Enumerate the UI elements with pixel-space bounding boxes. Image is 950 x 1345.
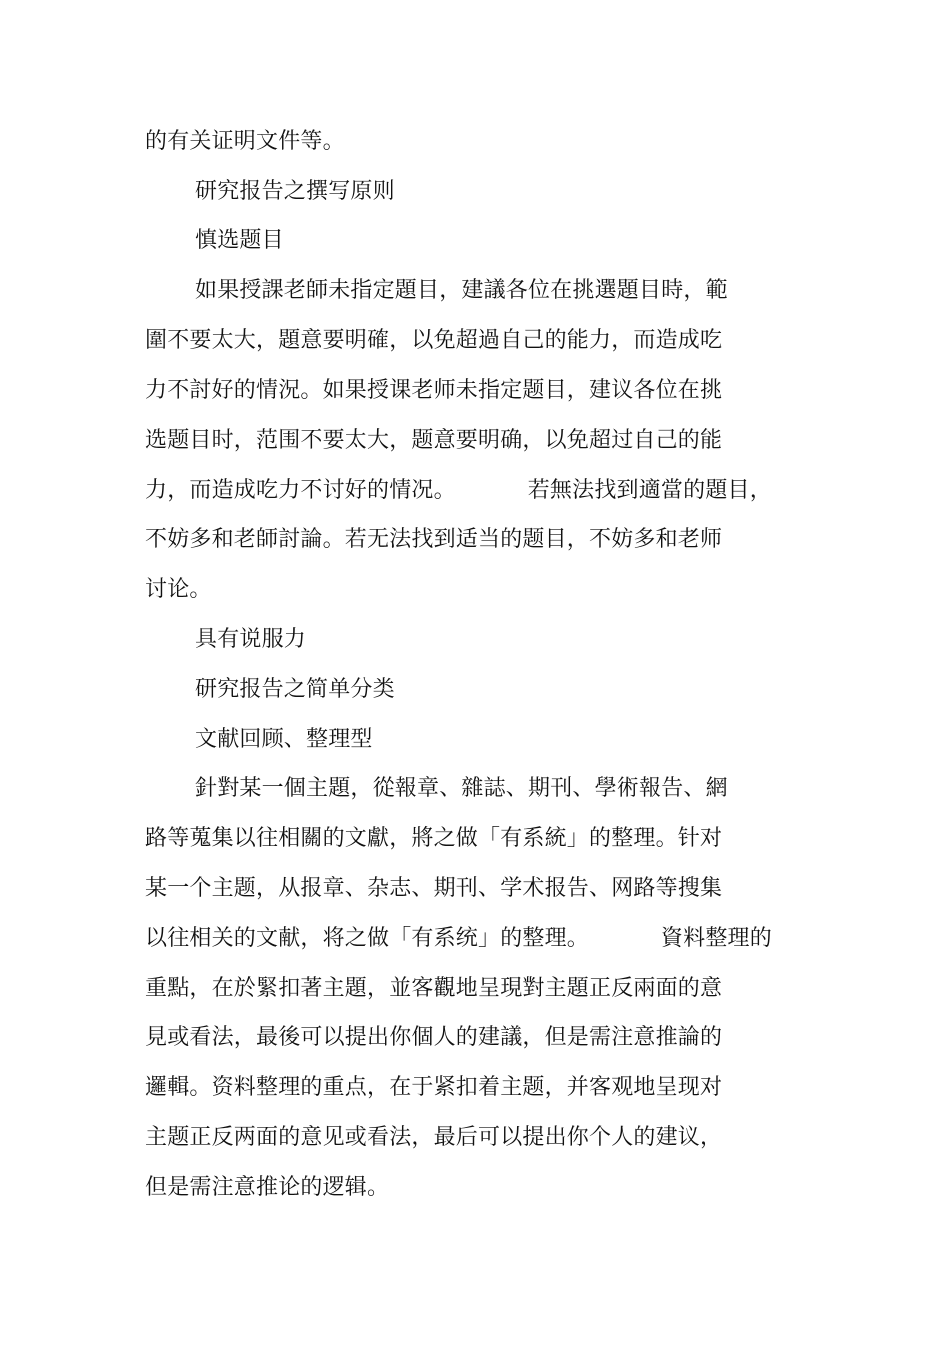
text-line: 力，而造成吃力不讨好的情况。 若無法找到適當的題目，	[145, 478, 772, 503]
text-line: 圍不要太大，題意要明確，以免超過自己的能力，而造成吃	[145, 328, 723, 353]
text-line: 某一个主题，从报章、杂志、期刊、学术报告、网路等搜集	[145, 876, 723, 901]
subheading-persuasive: 具有说服力	[195, 627, 307, 652]
text-line: 針對某一個主題，從報章、雜誌、期刊、學術報告、網	[195, 776, 728, 801]
text-line: 的有关证明文件等。	[145, 129, 345, 154]
text-line: 見或看法，最後可以提出你個人的建議，但是需注意推論的	[145, 1025, 723, 1050]
text-line: 选题目时，范围不要太大，题意要明确，以免超过自己的能	[145, 428, 723, 453]
text-line: 以往相关的文献，将之做「有系统」的整理。 資料整理的	[145, 926, 772, 951]
text-line: 重點，在於緊扣著主題，並客觀地呈現對主題正反兩面的意	[145, 976, 723, 1001]
text-line: 邏輯。资料整理的重点，在于紧扣着主题，并客观地呈现对	[145, 1075, 723, 1100]
text-line: 主题正反两面的意见或看法，最后可以提出你个人的建议，	[145, 1125, 723, 1150]
text-line: 路等蒐集以往相關的文獻，將之做「有系統」的整理。针对	[145, 826, 723, 851]
heading-classification: 研究报告之简单分类	[195, 677, 395, 702]
text-line: 力不討好的情況。如果授课老师未指定题目，建议各位在挑	[145, 378, 723, 403]
heading-writing-principles: 研究报告之撰写原则	[195, 179, 395, 204]
text-line: 讨论。	[145, 577, 212, 602]
subheading-choose-topic: 慎选题目	[195, 228, 284, 253]
text-line: 如果授課老師未指定題目，建議各位在挑選題目時，範	[195, 278, 728, 303]
subheading-literature-review: 文献回顾、整理型	[195, 727, 373, 752]
text-line: 不妨多和老師討論。若无法找到适当的题目，不妨多和老师	[145, 527, 723, 552]
text-line: 但是需注意推论的逻辑。	[145, 1175, 390, 1200]
